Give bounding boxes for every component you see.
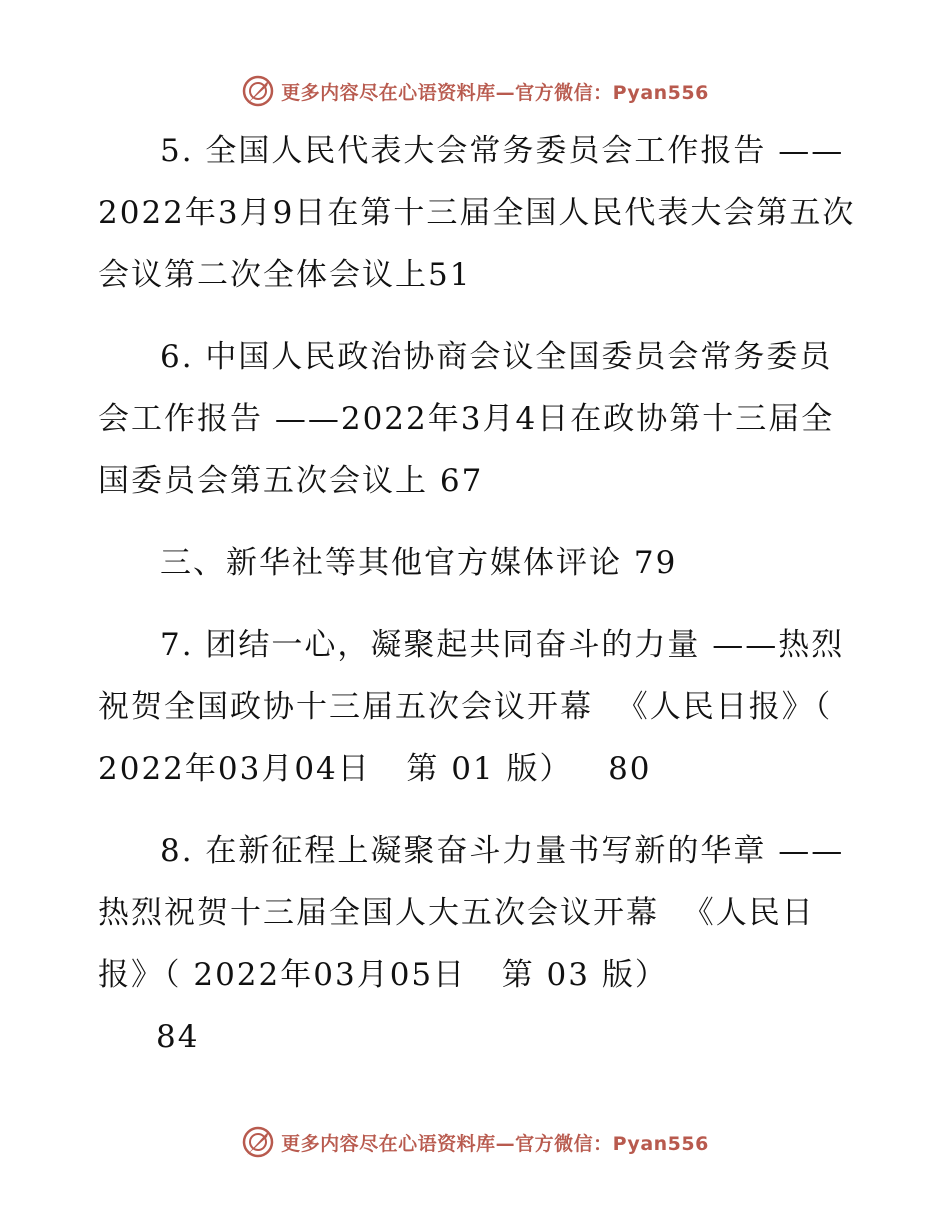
- toc-entry-8: 8. 在新征程上凝聚奋斗力量书写新的华章 ——热烈祝贺十三届全国人大五次会议开幕 《人民日报》（ 2022年03月05日 第 03 版）: [98, 833, 845, 993]
- document-body: [98, 120, 860, 1068]
- toc-entry-5: 5. 全国人民代表大会常务委员会工作报告 ——2022年3月9日在第十三届全国人民代表大会第五次会议第二次全体会议上51: [98, 133, 856, 293]
- watermark-text: 更多内容尽在心语资料库—官方微信：Pyan556: [281, 81, 709, 104]
- watermark-text: 更多内容尽在心语资料库—官方微信：Pyan556: [281, 1132, 709, 1155]
- watermark-header: [0, 71, 950, 111]
- quill-pen-logo-icon: [241, 1125, 275, 1159]
- toc-entry-6: 6. 中国人民政治协商会议全国委员会常务委员会工作报告 ——2022年3月4日在政协第十三届全国委员会第五次会议上 67: [98, 339, 835, 499]
- quill-pen-logo-icon: [241, 74, 275, 108]
- toc-section-3: 三、新华社等其他官方媒体评论 79: [160, 545, 678, 581]
- toc-entry-7: 7. 团结一心，凝聚起共同奋斗的力量 ——热烈祝贺全国政协十三届五次会议开幕 《人民日报》（ 2022年03月04日 第 01 版） 80: [98, 627, 845, 787]
- toc-entry-8-page: 84: [156, 1019, 200, 1055]
- watermark-footer: [0, 1122, 950, 1162]
